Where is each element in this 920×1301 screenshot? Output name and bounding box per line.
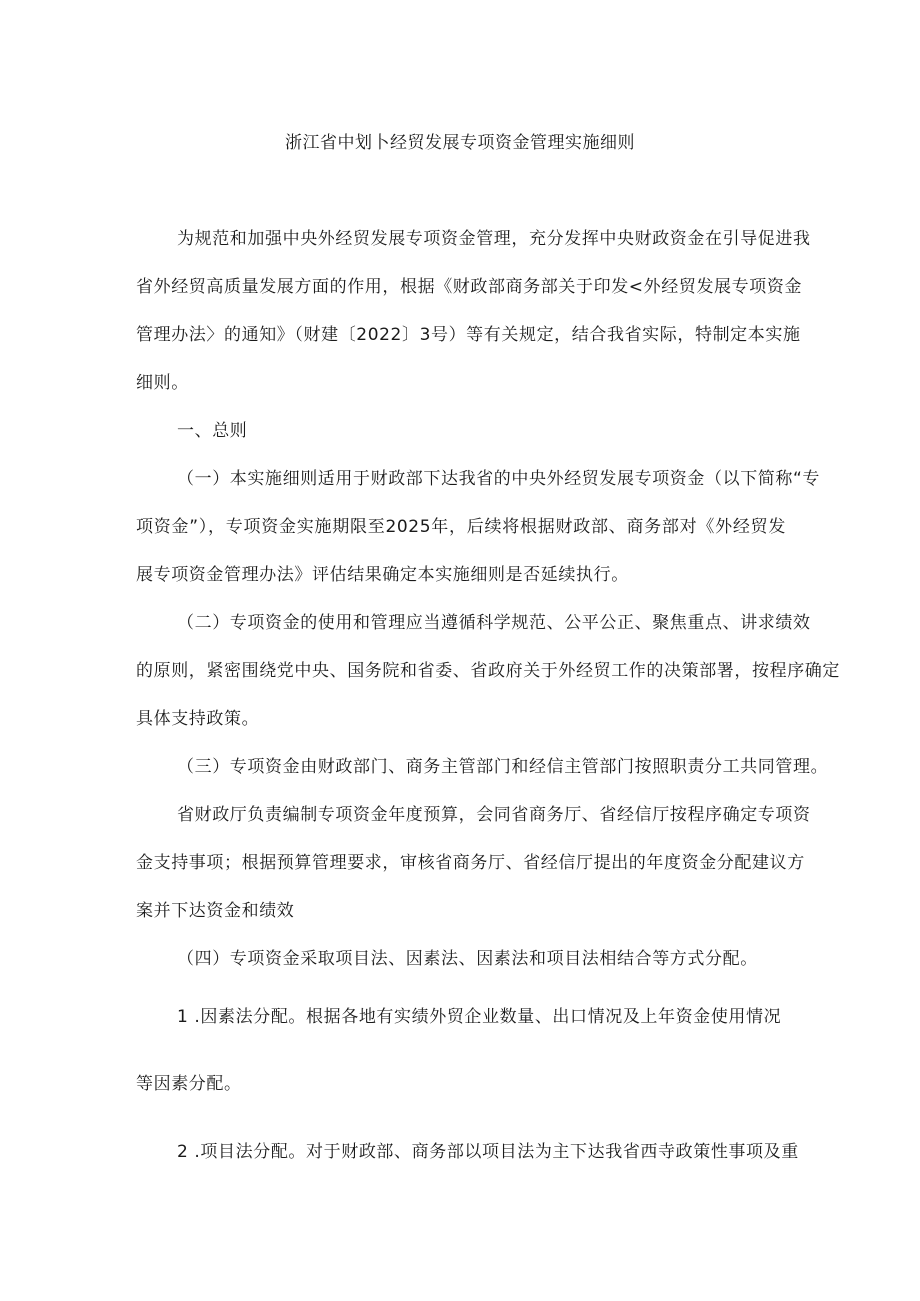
paragraph-line: 细则。 <box>136 373 189 393</box>
list-item: 2 .项目法分配。对于财政部、商务部以项目法为主下达我省西寺政策性事项及重 <box>177 1142 799 1162</box>
list-item-continuation: 等因素分配。 <box>136 1074 242 1094</box>
paragraph-line: 金支持事项；根据预算管理要求，审核省商务厅、省经信厅提出的年度资金分配建议方 <box>136 853 805 873</box>
paragraph-line: （二）专项资金的使用和管理应当遵循科学规范、公平公正、聚焦重点、讲求绩效 <box>177 613 811 633</box>
list-item: 1 .因素法分配。根据各地有实绩外贸企业数量、出口情况及上年资金使用情况 <box>177 1007 782 1027</box>
paragraph-line: 项资金”），专项资金实施期限至2025年，后续将根据财政部、商务部对《外经贸发 <box>136 517 786 537</box>
paragraph-line: 的原则，紧密围绕党中央、国务院和省委、省政府关于外经贸工作的决策部署，按程序确定 <box>136 661 840 681</box>
paragraph-line: 省财政厅负责编制专项资金年度预算，会同省商务厅、省经信厅按程序确定专项资 <box>177 805 811 825</box>
paragraph-line: 管理办法〉的通知》（财建〔2022〕3号）等有关规定，结合我省实际，特制定本实施 <box>136 325 801 345</box>
paragraph-line: 展专项资金管理办法》评估结果确定本实施细则是否延续执行。 <box>136 565 629 585</box>
paragraph-line: （一）本实施细则适用于财政部下达我省的中央外经贸发展专项资金（以下简称“专 <box>177 469 821 489</box>
paragraph-line: （三）专项资金由财政部门、商务主管部门和经信主管部门按照职责分工共同管理。 <box>177 757 829 777</box>
paragraph-line: 案并下达资金和绩效 <box>136 901 295 921</box>
paragraph-line: 具体支持政策。 <box>136 709 260 729</box>
section-heading: 一、总则 <box>177 421 248 441</box>
paragraph-line: 省外经贸高质量发展方面的作用，根据《财政部商务部关于印发<外经贸发展专项资金 <box>136 277 803 297</box>
paragraph-line: 为规范和加强中央外经贸发展专项资金管理，充分发挥中央财政资金在引导促进我 <box>177 229 811 249</box>
document-title: 浙江省中划卜经贸发展专项资金管理实施细则 <box>285 133 635 153</box>
paragraph-line: （四）专项资金采取项目法、因素法、因素法和项目法相结合等方式分配。 <box>177 949 758 969</box>
